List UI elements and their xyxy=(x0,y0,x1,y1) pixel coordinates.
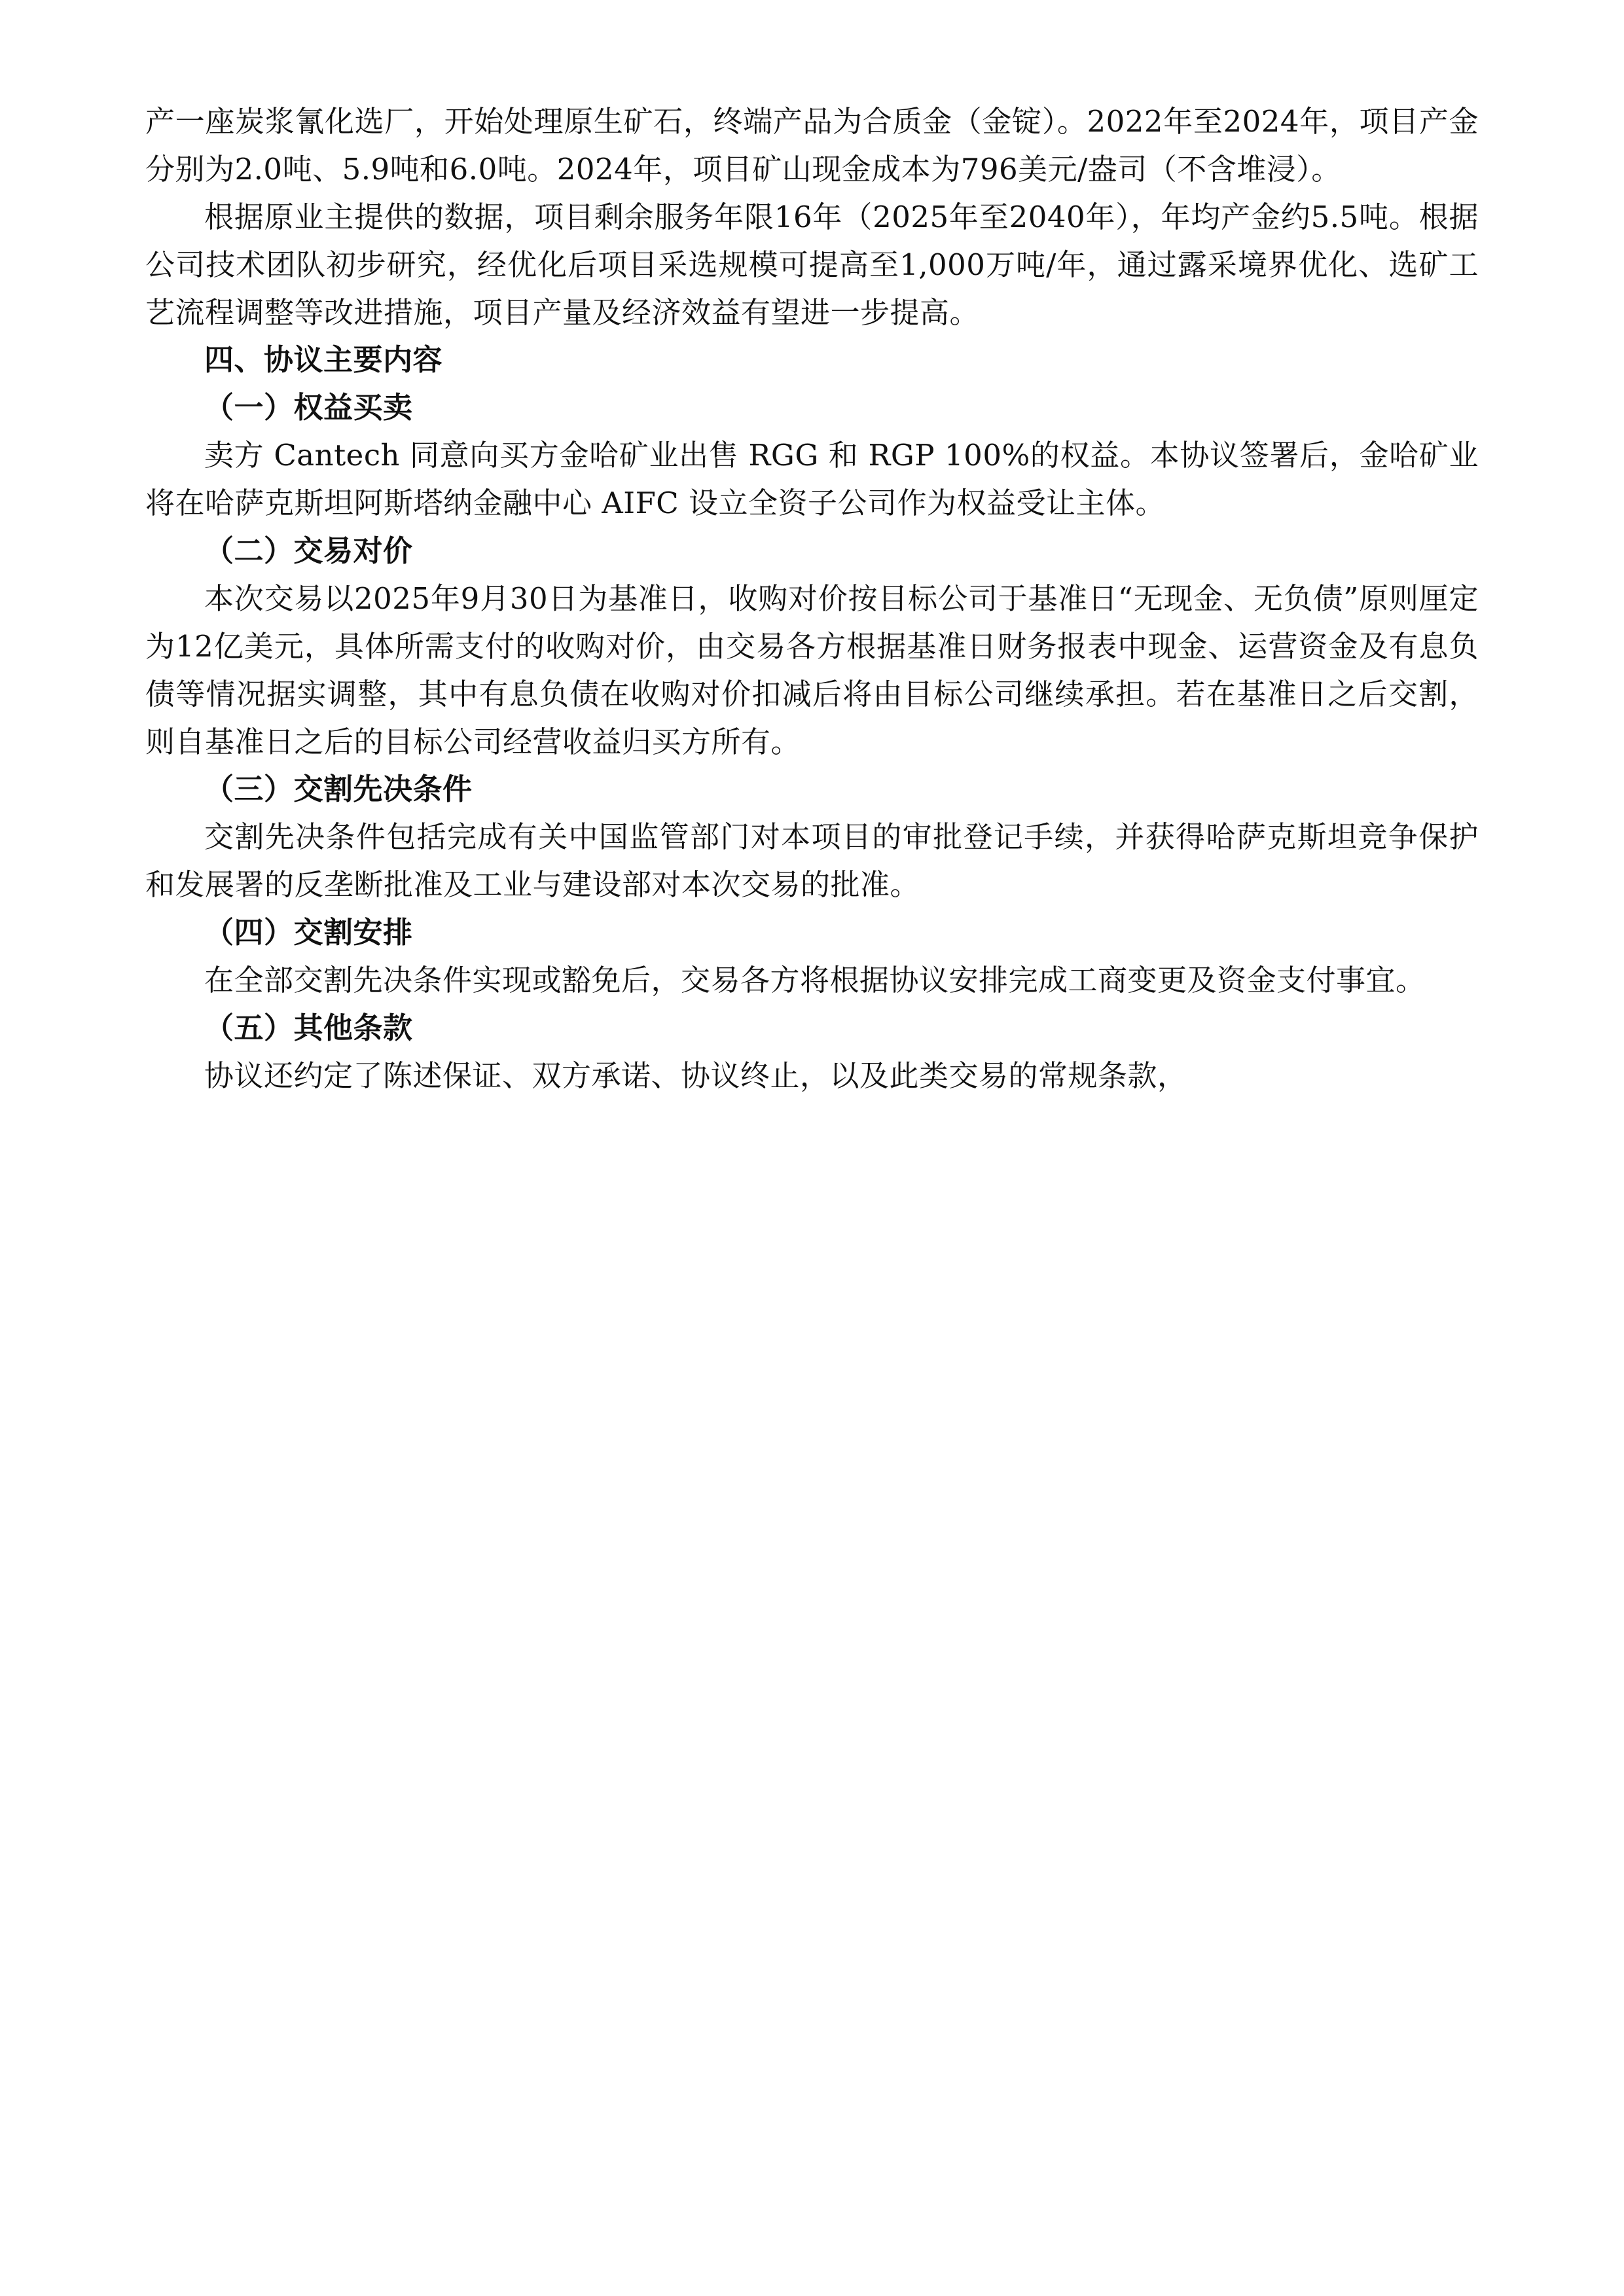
paragraph-mine-life: 根据原业主提供的数据，项目剩余服务年限16年（2025年至2040年），年均产金约5.5吨。根据公司技术团队初步研究，经优化后项目采选规模可提高至1,000万吨/年，通过露采境界优化、选矿工艺流程调整等改进措施，项目产量及经济效益有望进一步提高。 xyxy=(145,199,1479,330)
paragraph-transaction-consideration-body: 本次交易以2025年9月30日为基准日，收购对价按目标公司于基准日“无现金、无负债”原则厘定为12亿美元，具体所需支付的收购对价，由交易各方根据基准日财务报表中现金、运营资金及有息负债等情况据实调整，其中有息负债在收购对价扣减后将由目标公司继续承担。若在基准日之后交割，则自基准日之后的目标公司经营收益归买方所有。 xyxy=(145,581,1479,759)
paragraph-equity-transaction-body: 卖方 Cantech 同意向买方金哈矿业出售 RGG 和 RGP 100%的权益。本协议签署后，金哈矿业将在哈萨克斯坦阿斯塔纳金融中心 AIFC 设立全资子公司作为权益受让主体。 xyxy=(145,438,1479,521)
subheading-closing-conditions: （三）交割先决条件 xyxy=(204,772,473,807)
subheading-other-terms: （五）其他条款 xyxy=(204,1010,413,1045)
subheading-equity-transaction: （一）权益买卖 xyxy=(204,390,413,425)
paragraph-closing-conditions-body: 交割先决条件包括完成有关中国监管部门对本项目的审批登记手续，并获得哈萨克斯坦竞争保护和发展署的反垄断批准及工业与建设部对本次交易的批准。 xyxy=(145,819,1479,903)
document-body xyxy=(145,98,1479,1100)
paragraph-closing-arrangement-body: 在全部交割先决条件实现或豁免后，交易各方将根据协议安排完成工商变更及资金支付事宜。 xyxy=(204,963,1426,998)
paragraph-other-terms-body: 协议还约定了陈述保证、双方承诺、协议终止，以及此类交易的常规条款， xyxy=(204,1058,1187,1093)
paragraph-production-history: 产一座炭浆氰化选厂，开始处理原生矿石，终端产品为合质金（金锭）。2022年至2024年，项目产金分别为2.0吨、5.9吨和6.0吨。2024年，项目矿山现金成本为796美元/盎司（不含堆浸）。 xyxy=(145,104,1479,187)
subheading-closing-arrangement: （四）交割安排 xyxy=(204,915,413,950)
subheading-transaction-consideration: （二）交易对价 xyxy=(204,533,413,569)
heading-agreement-main-content: 四、协议主要内容 xyxy=(204,342,443,378)
